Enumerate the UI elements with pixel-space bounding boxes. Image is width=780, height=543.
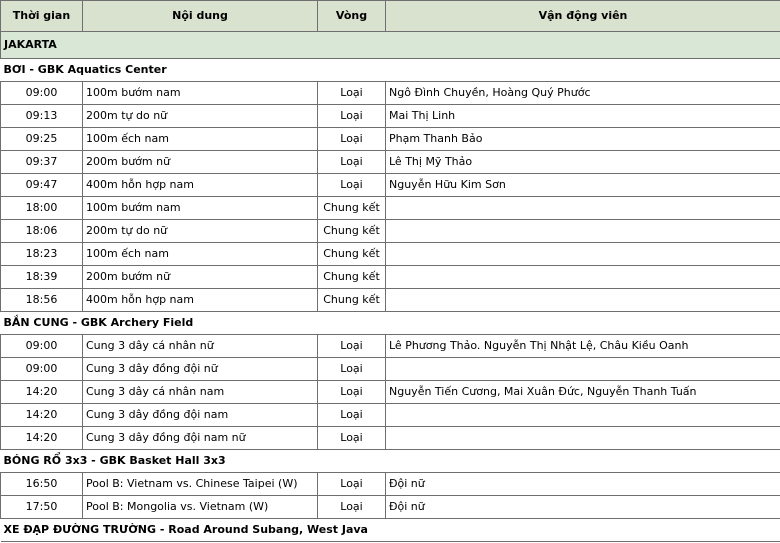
table-row	[1, 220, 780, 243]
event-round: Loại	[318, 151, 386, 174]
table-row	[1, 496, 780, 519]
header-round: Vòng	[318, 1, 386, 32]
event-time: 18:56	[1, 289, 83, 312]
city-name: JAKARTA	[1, 32, 780, 59]
event-athletes	[386, 197, 780, 220]
event-time: 09:47	[1, 174, 83, 197]
event-name: Pool B: Mongolia vs. Vietnam (W)	[83, 496, 318, 519]
event-round: Loại	[318, 174, 386, 197]
event-name: Cung 3 dây đồng đội nam	[83, 404, 318, 427]
event-round: Loại	[318, 473, 386, 496]
event-round: Loại	[318, 358, 386, 381]
event-round: Loại	[318, 105, 386, 128]
table-row	[1, 243, 780, 266]
event-round: Chung kết	[318, 266, 386, 289]
venue-name: BẮN CUNG - GBK Archery Field	[1, 312, 780, 335]
event-time: 14:20	[1, 381, 83, 404]
event-round: Chung kết	[318, 289, 386, 312]
table-row	[1, 358, 780, 381]
event-name: 400m hỗn hợp nam	[83, 174, 318, 197]
event-name: 400m hỗn hợp nam	[83, 289, 318, 312]
event-athletes: Lê Thị Mỹ Thảo	[386, 151, 780, 174]
table-row	[1, 381, 780, 404]
event-time: 09:13	[1, 105, 83, 128]
event-time: 09:00	[1, 358, 83, 381]
table-row	[1, 404, 780, 427]
table-row	[1, 128, 780, 151]
event-athletes: Nguyễn Hữu Kim Sơn	[386, 174, 780, 197]
event-athletes	[386, 220, 780, 243]
event-round: Loại	[318, 335, 386, 358]
event-round: Loại	[318, 82, 386, 105]
event-time: 14:20	[1, 404, 83, 427]
event-name: 200m bướm nữ	[83, 266, 318, 289]
event-athletes: Mai Thị Linh	[386, 105, 780, 128]
event-name: 100m ếch nam	[83, 243, 318, 266]
event-name: 100m ếch nam	[83, 128, 318, 151]
venue-row	[1, 519, 780, 542]
event-name: Cung 3 dây đồng đội nam nữ	[83, 427, 318, 450]
event-athletes: Nguyễn Tiến Cương, Mai Xuân Đức, Nguyễn Thanh Tuấn	[386, 381, 780, 404]
venue-row	[1, 450, 780, 473]
event-name: Cung 3 dây đồng đội nữ	[83, 358, 318, 381]
event-time: 09:00	[1, 82, 83, 105]
event-athletes: Phạm Thanh Bảo	[386, 128, 780, 151]
event-athletes: Đội nữ	[386, 473, 780, 496]
event-round: Loại	[318, 128, 386, 151]
event-athletes: Lê Phương Thảo. Nguyễn Thị Nhật Lệ, Châu Kiều Oanh	[386, 335, 780, 358]
event-athletes	[386, 404, 780, 427]
event-round: Loại	[318, 427, 386, 450]
event-athletes	[386, 266, 780, 289]
event-name: 100m bướm nam	[83, 82, 318, 105]
event-name: Pool B: Vietnam vs. Chinese Taipei (W)	[83, 473, 318, 496]
venue-row	[1, 59, 780, 82]
event-name: 200m tự do nữ	[83, 105, 318, 128]
event-athletes	[386, 427, 780, 450]
table-row	[1, 473, 780, 496]
event-time: 17:50	[1, 496, 83, 519]
event-time: 14:20	[1, 427, 83, 450]
event-round: Loại	[318, 404, 386, 427]
table-row	[1, 105, 780, 128]
event-round: Loại	[318, 381, 386, 404]
event-round: Chung kết	[318, 243, 386, 266]
event-round: Chung kết	[318, 197, 386, 220]
event-name: Cung 3 dây cá nhân nữ	[83, 335, 318, 358]
event-round: Chung kết	[318, 220, 386, 243]
header-row	[1, 1, 780, 32]
event-time: 18:23	[1, 243, 83, 266]
table-row	[1, 289, 780, 312]
venue-name: BÓNG RỔ 3x3 - GBK Basket Hall 3x3	[1, 450, 780, 473]
event-athletes: Đội nữ	[386, 496, 780, 519]
table-row	[1, 427, 780, 450]
venue-name: BƠI - GBK Aquatics Center	[1, 59, 780, 82]
event-name: 200m bướm nữ	[83, 151, 318, 174]
event-name: 200m tự do nữ	[83, 220, 318, 243]
event-time: 18:06	[1, 220, 83, 243]
table-row	[1, 335, 780, 358]
event-athletes	[386, 358, 780, 381]
event-name: Cung 3 dây cá nhân nam	[83, 381, 318, 404]
table-row	[1, 174, 780, 197]
event-time: 09:37	[1, 151, 83, 174]
event-round: Loại	[318, 496, 386, 519]
event-time: 18:00	[1, 197, 83, 220]
event-time: 09:25	[1, 128, 83, 151]
event-athletes	[386, 243, 780, 266]
venue-row	[1, 312, 780, 335]
table-row	[1, 197, 780, 220]
header-content: Nội dung	[83, 1, 318, 32]
event-name: 100m bướm nam	[83, 197, 318, 220]
event-time: 16:50	[1, 473, 83, 496]
venue-name: XE ĐẠP ĐƯỜNG TRƯỜNG - Road Around Subang, West Java	[1, 519, 780, 542]
event-athletes	[386, 289, 780, 312]
city-row	[1, 32, 780, 59]
header-time: Thời gian	[1, 1, 83, 32]
table-row	[1, 266, 780, 289]
event-athletes: Ngô Đình Chuyền, Hoàng Quý Phước	[386, 82, 780, 105]
event-time: 18:39	[1, 266, 83, 289]
table-row	[1, 151, 780, 174]
table-row	[1, 82, 780, 105]
event-time: 09:00	[1, 335, 83, 358]
header-athletes: Vận động viên	[386, 1, 780, 32]
